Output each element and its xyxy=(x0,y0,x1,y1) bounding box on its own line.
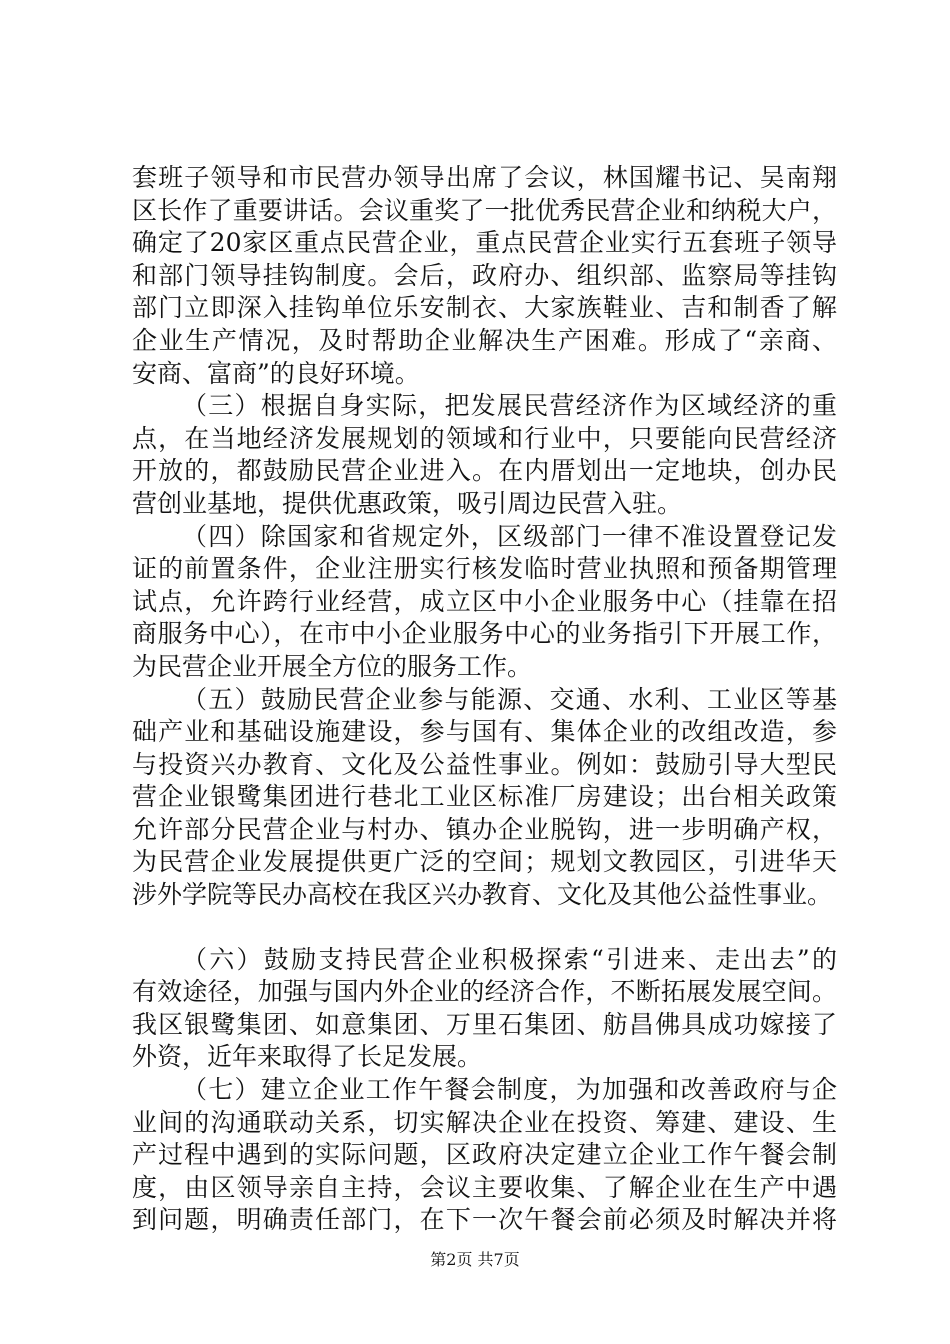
text-line: 允许部分民营企业与村办、镇办企业脱钩，进一步明确产权， xyxy=(132,814,837,844)
text-line: 证的前置条件，企业注册实行核发临时营业执照和预备期管理 xyxy=(132,554,837,584)
text-line: 点，在当地经济发展规划的领域和行业中，只要能向民营经济 xyxy=(132,423,837,453)
text-line: 有效途径，加强与国内外企业的经济合作，不断拓展发展空间。 xyxy=(132,977,837,1007)
paragraph-start-3: （三）根据自身实际，把发展民营经济作为区域经济的重 xyxy=(182,391,837,421)
text-line: 区长作了重要讲话。会议重奖了一批优秀民营企业和纳税大户， xyxy=(132,195,837,225)
text-line: 为民营企业开展全方位的服务工作。 xyxy=(132,651,533,681)
text-line: 和部门领导挂钩制度。会后，政府办、组织部、监察局等挂钩 xyxy=(132,260,837,290)
page-number: 第2页 共7页 xyxy=(430,1250,520,1269)
paragraph-start-7: （七）建立企业工作午餐会制度，为加强和改善政府与企 xyxy=(182,1075,837,1105)
text-line: 试点，允许跨行业经营，成立区中小企业服务中心（挂靠在招 xyxy=(132,586,837,616)
paragraph-start-6: （六）鼓励支持民营企业积极探索“引进来、走出去”的 xyxy=(182,944,837,974)
text-line: 我区银鹭集团、如意集团、万里石集团、舫昌佛具成功嫁接了 xyxy=(132,1009,837,1039)
text-line: 企业生产情况，及时帮助企业解决生产困难。形成了“亲商、 xyxy=(132,325,837,355)
text-line: 商服务中心），在市中小企业服务中心的业务指引下开展工作， xyxy=(132,619,837,649)
text-line: 础产业和基础设施建设，参与国有、集体企业的改组改造，参 xyxy=(132,717,837,747)
text-line: 确定了20家区重点民营企业，重点民营企业实行五套班子领导 xyxy=(132,228,837,258)
text-line: 开放的，都鼓励民营企业进入。在内厝划出一定地块，创办民 xyxy=(132,456,837,486)
text-line: 产过程中遇到的实际问题，区政府决定建立企业工作午餐会制 xyxy=(132,1140,837,1170)
text-line: 到问题，明确责任部门，在下一次午餐会前必须及时解决并将 xyxy=(132,1205,837,1235)
text-line: 营创业基地，提供优惠政策，吸引周边民营入驻。 xyxy=(132,488,683,518)
paragraph-start-5: （五）鼓励民营企业参与能源、交通、水利、工业区等基 xyxy=(182,684,837,714)
text-line: 涉外学院等民办高校在我区兴办教育、文化及其他公益性事业。 xyxy=(132,880,833,910)
text-line: 外资，近年来取得了长足发展。 xyxy=(132,1042,483,1072)
text-line: 套班子领导和市民营办领导出席了会议，林国耀书记、吴南翔 xyxy=(132,163,837,192)
text-line: 安商、富商”的良好环境。 xyxy=(132,358,420,388)
text-line: 为民营企业发展提供更广泛的空间；规划文教园区，引进华天 xyxy=(132,847,837,877)
text-line: 业间的沟通联动关系，切实解决企业在投资、筹建、建设、生 xyxy=(132,1107,837,1137)
document-body xyxy=(132,162,837,1237)
paragraph-start-4: （四）除国家和省规定外，区级部门一律不准设置登记发 xyxy=(182,521,837,551)
text-line: 度，由区领导亲自主持，会议主要收集、了解企业在生产中遇 xyxy=(132,1172,837,1202)
text-line: 部门立即深入挂钩单位乐安制衣、大家族鞋业、吉和制香了解 xyxy=(132,293,837,323)
text-line: 营企业银鹭集团进行巷北工业区标准厂房建设；出台相关政策 xyxy=(132,782,837,812)
paragraph-gap xyxy=(132,912,837,944)
text-line: 与投资兴办教育、文化及公益性事业。例如：鼓励引导大型民 xyxy=(132,749,837,779)
